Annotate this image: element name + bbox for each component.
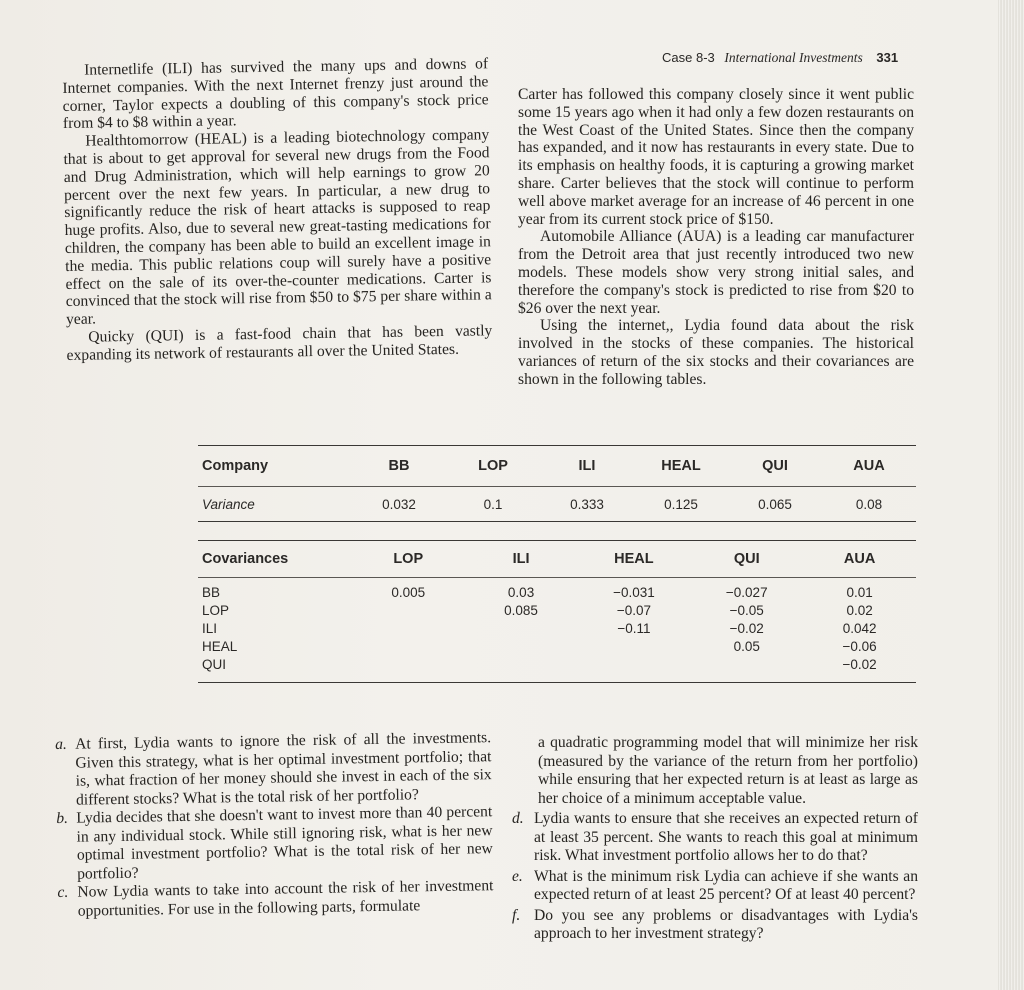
- section-label: Case 8-3: [662, 50, 715, 65]
- question-text: At first, Lydia wants to ignore the risk of all the investments. Given this strategy, what is her optimal investment portfolio; that is, what fraction of her money should she invest in each of the six different stocks? What is the total risk of her portfolio?: [74, 729, 492, 809]
- variance-qui: 0.065: [758, 496, 792, 512]
- variance-heal: 0.125: [664, 496, 698, 512]
- cov-row-heal: HEAL: [202, 639, 238, 654]
- company-lop: LOP: [478, 458, 508, 474]
- question-letter: e.: [512, 867, 523, 885]
- page-number: 331: [876, 50, 899, 65]
- paragraph-heal: Healthtomorrow (HEAL) is a leading biotechnology company that is about to get approval for several new drugs from the Food and Drug Administration, which will help earnings to grow 20 percent over the next few years. In particular, a new drug to significantly reduce the risk of heart attacks is supposed to reap huge profits. Also, due to several new great-tasting medications for children, the company has been able to build an excellent image in the media. This public relations coup will surely have a positive effect on the sale of its over-the-counter medications. Carter is convinced that the stock will rise from $50 to $75 per share within a year.: [63, 126, 492, 329]
- cov-column-lop: [352, 584, 465, 674]
- cov-row-bb: BB: [202, 585, 221, 600]
- cov-cell: −0.07: [616, 603, 651, 618]
- cov-row-qui: QUI: [202, 657, 227, 672]
- covariances-header: Covariances: [202, 551, 289, 567]
- running-head: [662, 50, 912, 66]
- question-letter: c.: [57, 883, 69, 901]
- cov-column-qui: [690, 584, 803, 674]
- cov-cell: 0.02: [846, 603, 873, 618]
- question-b: [56, 803, 493, 884]
- questions-right: [512, 734, 918, 944]
- cov-col-ili: ILI: [512, 551, 530, 567]
- company-heal: HEAL: [661, 458, 701, 474]
- question-c-continued: a quadratic programming model that will minimize her risk (measured by the variance of the return from her portfolio) while ensuring that her expected return is at least as large as her choice of a minimum acceptable value.: [538, 734, 918, 807]
- questions-left: [55, 729, 494, 921]
- question-text: What is the minimum risk Lydia can achieve if she wants an expected return of at least 25 percent? Of at least 40 percent?: [534, 867, 918, 903]
- covariance-table-body: [198, 578, 916, 682]
- cov-cell: 0.005: [391, 585, 426, 600]
- cov-cell: −0.02: [842, 657, 877, 672]
- cov-cell: 0.05: [733, 639, 760, 654]
- covariance-table-header: [198, 541, 916, 577]
- question-d: [512, 810, 918, 866]
- question-letter: a.: [55, 735, 67, 753]
- paragraph-qui-continued: Carter has followed this company closely since it went public some 15 years ago when it had only a few dozen restaurants on the West Coast of the United States. Since then the company has expanded, and it now has restaurants in every state. Due to its emphasis on healthy foods, it is capturing a growing market share. Carter believes that the stock will continue to perform well above market average for an increase of 46 percent in one year from its current stock price of $150.: [518, 86, 914, 228]
- left-text-column: [62, 55, 493, 364]
- paragraph-aua: Automobile Alliance (AUA) is a leading car manufacturer from the Detroit area that just recently introduced two new models. These models show very strong initial sales, and therefore the company's stock is predicted to rise from $20 to $26 over the next year.: [518, 228, 914, 317]
- company-bb: BB: [388, 458, 410, 474]
- company-aua: AUA: [853, 458, 885, 474]
- cov-column-aua: [803, 584, 916, 674]
- variance-label: Variance: [202, 496, 255, 512]
- question-c: [57, 877, 494, 921]
- question-text: Lydia decides that she doesn't want to invest more than 40 percent in any individual stock. While still ignoring risk, what is her new optimal investment portfolio? What is the total risk of her new portfolio?: [76, 803, 493, 883]
- cov-row-ili: ILI: [202, 621, 218, 636]
- question-a: [55, 729, 492, 810]
- question-letter: b.: [56, 809, 69, 827]
- variance-table-header: [198, 446, 916, 486]
- cov-cell: −0.02: [729, 621, 764, 636]
- page-stack-edge: [998, 0, 1024, 990]
- cov-row-lop: LOP: [202, 603, 230, 618]
- company-qui: QUI: [762, 458, 788, 474]
- cov-cell: 0.01: [846, 585, 873, 600]
- cov-cell: −0.027: [725, 585, 768, 600]
- cov-col-qui: QUI: [733, 551, 760, 567]
- cov-cell: −0.06: [842, 639, 877, 654]
- question-letter: d.: [512, 810, 524, 827]
- cov-cell: −0.05: [729, 603, 764, 618]
- variance-bb: 0.032: [382, 496, 416, 512]
- variance-ili: 0.333: [570, 496, 604, 512]
- company-ili: ILI: [578, 458, 596, 474]
- variance-aua: 0.08: [855, 496, 883, 512]
- variance-lop: 0.1: [483, 496, 503, 512]
- question-text: Lydia wants to ensure that she receives an expected return of at least 35 percent. She wants to reach this goal at minimum risk. What investment portfolio allows her to do that?: [534, 810, 918, 864]
- question-letter: f.: [512, 906, 521, 924]
- variance-row: [198, 487, 916, 521]
- question-e: [512, 868, 918, 905]
- company-header: Company: [202, 458, 269, 474]
- cov-col-lop: LOP: [393, 551, 424, 567]
- paragraph-ili: Internetlife (ILI) has survived the many ups and downs of Internet companies. With the next Internet frenzy just around the corner, Taylor expects a doubling of this company's stock price from $4 to $8 within a year.: [62, 55, 489, 133]
- right-text-column: [518, 86, 914, 389]
- question-text: Do you see any problems or disadvantages with Lydia's approach to her investment strategy?: [534, 906, 918, 942]
- paragraph-qui: Quicky (QUI) is a fast-food chain that has been vastly expanding its network of restaurants all over the United States.: [66, 322, 493, 364]
- cov-cell: 0.042: [842, 621, 877, 636]
- cov-col-aua: AUA: [843, 551, 876, 567]
- cov-cell: 0.085: [504, 603, 538, 618]
- cov-cell: −0.031: [613, 585, 655, 600]
- cov-cell: 0.03: [507, 585, 535, 600]
- paragraph-data-intro: Using the internet,, Lydia found data about the risk involved in the stocks of these companies. The historical variances of return of the six stocks and their covariances are shown in the following tables.: [518, 317, 914, 388]
- cov-cell: −0.11: [617, 621, 651, 636]
- cov-row-labels: [198, 584, 352, 674]
- question-text: Now Lydia wants to take into account the risk of her investment opportunities. For use in the following parts, formulate: [77, 877, 494, 920]
- cov-col-heal: HEAL: [614, 551, 654, 567]
- table-rule: [198, 682, 916, 683]
- question-f: [512, 907, 918, 944]
- cov-column-ili: [465, 584, 578, 674]
- chapter-title: International Investments: [724, 50, 863, 65]
- cov-column-heal: [577, 584, 690, 674]
- risk-tables: [198, 445, 916, 683]
